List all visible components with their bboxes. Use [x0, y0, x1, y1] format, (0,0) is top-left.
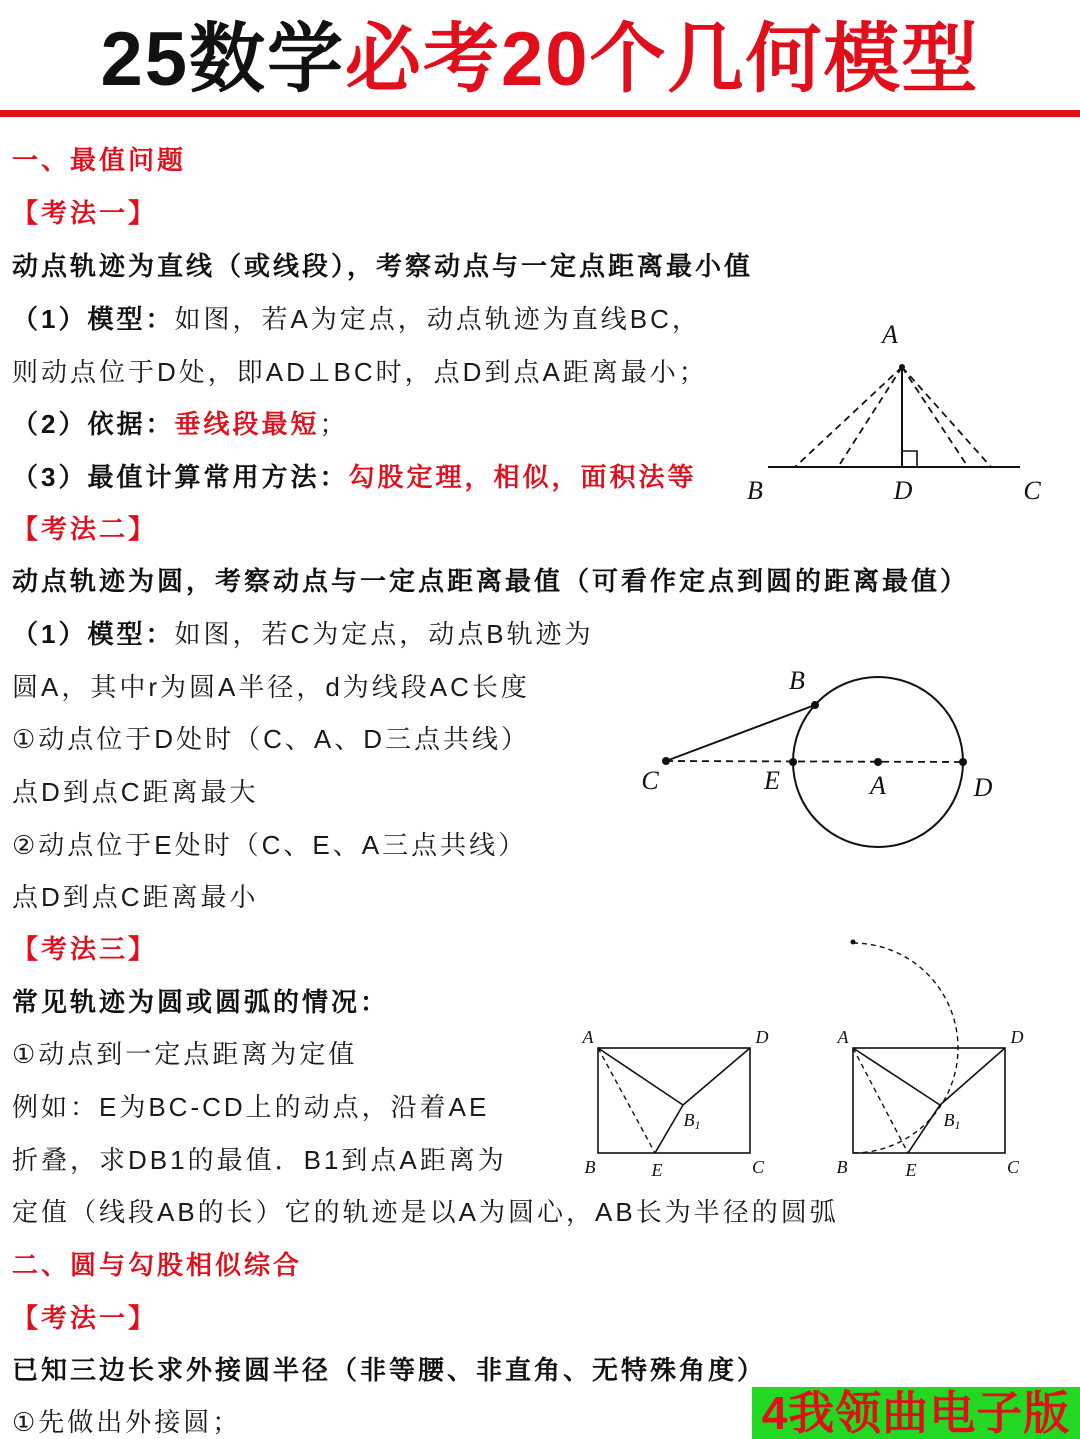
point-c	[662, 757, 670, 765]
section1-heading: 一、最值问题	[12, 145, 187, 175]
s1-method1-calc-line	[12, 460, 696, 494]
s1-method1-basis-end: ；	[319, 409, 349, 439]
label-a: A	[837, 1027, 849, 1047]
segment-ab1	[598, 1048, 683, 1105]
segment-b1e	[908, 1105, 940, 1153]
fold-figure-right	[837, 940, 1024, 1181]
label-c: C	[1006, 1157, 1020, 1177]
s1-method1-calc-text: 勾股定理，相似，面积法等	[348, 462, 697, 492]
s1-method1-summary: 动点轨迹为直线（或线段），考察动点与一定点距离最小值	[12, 251, 754, 281]
s1-method2-case1: ①动点位于D处时（C、A、D三点共线）	[12, 724, 530, 754]
segment-ab1	[853, 1048, 940, 1105]
s1-method2-case2-result: 点D到点C距离最小	[12, 882, 259, 912]
s1-method1-tag: 【考法一】	[12, 198, 158, 228]
s2-method1-summary: 已知三边长求外接圆半径（非等腰、非直角、无特殊角度）	[12, 1355, 767, 1385]
point-a	[899, 364, 905, 370]
dashed-segment-cd	[666, 761, 963, 762]
point-e	[789, 758, 797, 766]
label-d: D	[893, 476, 913, 505]
page-title	[0, 10, 1080, 110]
label-e: E	[905, 1160, 917, 1180]
s1-method3-example-1: 例如：E为BC-CD上的动点，沿着AE	[12, 1092, 490, 1122]
s1-method3-example-2: 折叠，求DB1的最值．B1到点A距离为	[12, 1145, 507, 1175]
s1-method2-model-text: 如图，若C为定点，动点B轨迹为	[174, 619, 594, 649]
s1-method3-example-3: 定值（线段AB的长）它的轨迹是以A为圆心，AB长为半径的圆弧	[12, 1197, 839, 1227]
fold-line-ae	[853, 1048, 908, 1153]
label-d: D	[755, 1027, 769, 1047]
label-b1-base: B	[683, 1110, 695, 1130]
s1-method1-basis-text: 垂线段最短	[174, 409, 320, 439]
s1-method2-model-line	[12, 617, 594, 651]
s1-method1-basis-line	[12, 407, 349, 441]
label-b: B	[789, 666, 805, 695]
label-a: A	[582, 1027, 594, 1047]
title-part-black: 25数学	[100, 17, 345, 102]
title-part-red: 必考20个几何模型	[345, 17, 980, 102]
s1-method2-model-text-2: 圆A，其中r为圆A半径，d为线段AC长度	[12, 672, 530, 702]
figure-perpendicular-model	[740, 315, 1060, 515]
label-b: B	[747, 476, 763, 505]
segment-b1e	[655, 1105, 683, 1153]
point-b	[811, 701, 819, 709]
label-e: E	[764, 766, 780, 795]
s1-method2-tag: 【考法二】	[12, 514, 158, 544]
segment-db1	[940, 1048, 1005, 1105]
label-b1-sub: 1	[694, 1118, 701, 1132]
s1-method3-summary: 常见轨迹为圆或圆弧的情况：	[12, 987, 390, 1017]
s1-method1-basis-label: （2）依据：	[12, 409, 175, 439]
figure-circle-model	[630, 660, 1010, 860]
point-a	[874, 758, 882, 766]
s1-method2-case2: ②动点位于E处时（C、E、A三点共线）	[12, 830, 528, 860]
fold-line-ae	[598, 1048, 655, 1153]
label-c: C	[751, 1157, 765, 1177]
label-b1	[944, 1110, 961, 1132]
label-d: D	[973, 773, 993, 802]
label-d: D	[1010, 1027, 1024, 1047]
s1-method1-model-label: （1）模型：	[12, 304, 175, 334]
s1-method3-tag: 【考法三】	[12, 934, 158, 964]
label-a: A	[870, 771, 886, 800]
s1-method1-calc-label: （3）最值计算常用方法：	[12, 462, 349, 492]
s1-method1-model-line	[12, 302, 701, 336]
arc-start-point	[851, 940, 856, 945]
label-c: C	[641, 766, 659, 795]
s2-method1-step1: ①先做出外接圆；	[12, 1407, 242, 1437]
point-d	[959, 758, 967, 766]
s1-method1-model-text-2: 则动点位于D处，即AD⊥BC时，点D到点A距离最小；	[12, 357, 708, 387]
promo-badge: 4我领曲电子版	[752, 1387, 1080, 1439]
label-a: A	[882, 320, 898, 349]
s1-method2-case1-result: 点D到点C距离最大	[12, 777, 259, 807]
dashed-segment-4	[902, 367, 991, 467]
right-angle-mark	[902, 451, 917, 467]
section2-heading: 二、圆与勾股相似综合	[12, 1250, 303, 1280]
label-c: C	[1023, 476, 1041, 505]
label-b1	[684, 1110, 701, 1132]
label-b: B	[836, 1157, 848, 1177]
figure-fold-models	[570, 930, 1060, 1180]
label-b: B	[584, 1157, 596, 1177]
s1-method1-model-text: 如图，若A为定点，动点轨迹为直线BC，	[174, 304, 701, 334]
segment-db1	[683, 1048, 750, 1105]
title-divider	[0, 110, 1080, 117]
s1-method2-model-label: （1）模型：	[12, 619, 175, 649]
dashed-segment-3	[902, 367, 968, 467]
s1-method2-summary: 动点轨迹为圆，考察动点与一定点距离最值（可看作定点到圆的距离最值）	[12, 566, 970, 596]
label-e: E	[651, 1160, 663, 1180]
s1-method3-item1: ①动点到一定点距离为定值	[12, 1039, 358, 1069]
s2-method1-tag: 【考法一】	[12, 1303, 158, 1333]
label-b1-base: B	[943, 1110, 955, 1130]
label-b1-sub: 1	[954, 1118, 961, 1132]
fold-figure-left	[582, 1027, 769, 1180]
